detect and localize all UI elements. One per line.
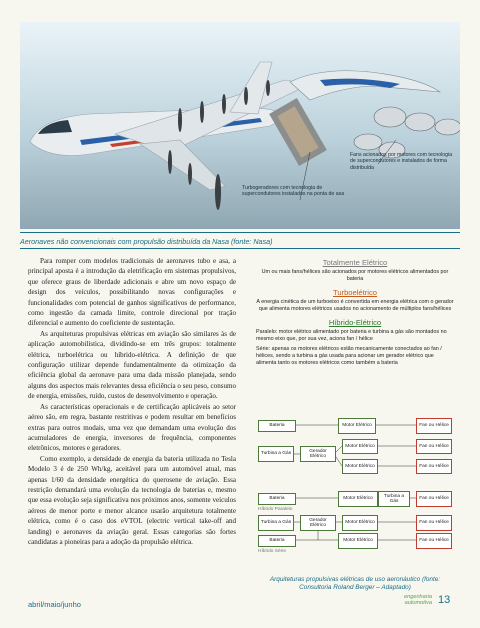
figure-caption: Aeronaves não convencionais com propulsão distribuída da Nasa (fonte: Nasa)	[20, 237, 273, 246]
diagram-caption: Arquiteturas propulsivas elétricas de uso aeronáutico (fonte: Consultoria Roland Berger – Adaptado)	[269, 576, 441, 591]
box-fan: Fan ou Hélice	[416, 491, 452, 507]
box-generator: Gerador Elétrico	[300, 515, 336, 531]
callout-turbo: Turbogeradores com tecnologia de supercondutores instalados na ponta de asa	[242, 185, 345, 198]
box-battery: Bateria	[258, 535, 296, 547]
label-hybrid-series: Híbrido Série	[258, 549, 286, 554]
callout-fans: Fans acionados por motores com tecnologia de supercondutores e instalados de forma distribuída	[350, 152, 453, 171]
box-motor: Motor Elétrico	[338, 491, 378, 507]
article-body	[28, 256, 236, 547]
brand-logo	[384, 595, 432, 606]
architecture-sidebar	[256, 258, 454, 370]
section-title-hybrid: Híbrido-Elétrico	[328, 318, 382, 327]
section-title-all-electric: Totalmente Elétrico	[322, 258, 388, 267]
hero-figure	[20, 22, 460, 229]
section-text-turboelectric: A energia cinética de um turboeixo é convertida em energia elétrica com o gerador que alimenta motores elétricos usados no acionamento de múltiplos fans/hélices	[256, 299, 454, 312]
box-fan: Fan ou Hélice	[416, 533, 452, 549]
box-fan: Fan ou Hélice	[416, 515, 452, 531]
section-text-all-electric: Um ou mais fans/hélices são acionados por motores elétricos alimentados por bateria	[261, 269, 449, 282]
caption-rule-top	[20, 232, 460, 233]
box-generator: Gerador Elétrico	[300, 446, 336, 462]
paragraph: Como exemplo, a densidade de energia da bateria utilizada no Tesla Modelo 3 é de 250 Wh/kg, aceitável para um automóvel atual, mas apenas 1/60 da densidade energética do querosene de aviação. Essa restrição demandará uma evolução da tecnologia de baterias e, mesmo que essa evolução seja significativa nos próximos anos, somente veículos aéreos de menor porte e menor alcance usarão arquitetura totalmente elétrica, como é o caso dos eVTOL (electric vertical take-off and landing) e aeronaves da aviação geral. Essas categorias são fortes candidatas a pioneiras para a adoção da propulsão elétrica.	[28, 454, 236, 546]
box-turbine: Turbina a Gás	[258, 446, 294, 462]
box-motor: Motor Elétrico	[338, 533, 378, 549]
caption-rule-bottom	[20, 248, 460, 249]
architecture-diagram	[256, 418, 454, 564]
box-fan: Fan ou Hélice	[416, 418, 452, 434]
box-motor: Motor Elétrico	[342, 459, 378, 474]
section-title-turboelectric: Turboelétrico	[332, 288, 378, 297]
page-number: 13	[438, 594, 451, 606]
label-hybrid-parallel: Híbrido Paralelo	[258, 507, 293, 512]
section-text-hybrid-parallel: Paralelo: motor elétrico alimentado por bateria e turbina a gás são montados no mesmo eixo que, por sua vez, aciona fan / hélice	[256, 329, 447, 342]
paragraph: Para romper com modelos tradicionais de aeronaves tubo e asa, a principal aposta é a introdução da eletrificação em sistemas propulsivos, que oferece graus de liberdade adicionais e abre um novo espaço de design dos veículos, possibilitando novas configurações e funcionalidades com potencial de ganhos significativos de performance, como ingestão da camada limite, controle direcional por tração diferencial e aumento do coeficiente de sustentação.	[28, 257, 236, 328]
box-motor: Motor Elétrico	[342, 515, 378, 531]
issue-date: abril/maio/junho	[28, 600, 81, 609]
box-motor: Motor Elétrico	[342, 439, 378, 454]
box-turbine: Turbina a Gás	[258, 515, 294, 531]
brand-line: automotiva	[404, 599, 432, 606]
box-turbine: Turbina a Gás	[378, 491, 410, 507]
paragraph: As características operacionais e de certificação aplicáveis ao setor aéreo são, em regra, bastante restritivas e podem resultar em benefícios extras para outros modais, uma vez que demandam uma evolução dos acumuladores de energia, inversores de frequência, componentes eletrônicos, motores e geradores.	[28, 402, 236, 453]
box-motor: Motor Elétrico	[338, 418, 376, 434]
box-battery: Bateria	[258, 420, 296, 432]
section-text-hybrid-series: Série: apenas os motores elétricos estão mecanicamente conectados ao fan / hélices, sendo a turbina a gás usada para acionar um gerador elétrico que alimenta tanto os motores elétricos como também a bateria	[256, 346, 442, 366]
paragraph: As arquiteturas propulsivas elétricas em aviação são similares às de aplicação automobilística, dividindo-se em três grupos: totalmente elétrica, turboelétrica ou híbrido-elétrica. A definição de que configuração utilizar depende fundamentalmente da otimização da eficiência global da aeronave para uma dada missão planejada, sendo alguns dos aspectos mais relevantes dessa eficiência o seu peso, consumo de energia, emissões, ruído, custos de desenvolvimento e operação.	[28, 329, 236, 401]
aircraft-illustration	[20, 22, 460, 229]
box-fan: Fan ou Hélice	[416, 459, 452, 474]
box-battery: Bateria	[258, 493, 296, 505]
brand-line: engenharia	[404, 594, 432, 600]
box-fan: Fan ou Hélice	[416, 439, 452, 454]
